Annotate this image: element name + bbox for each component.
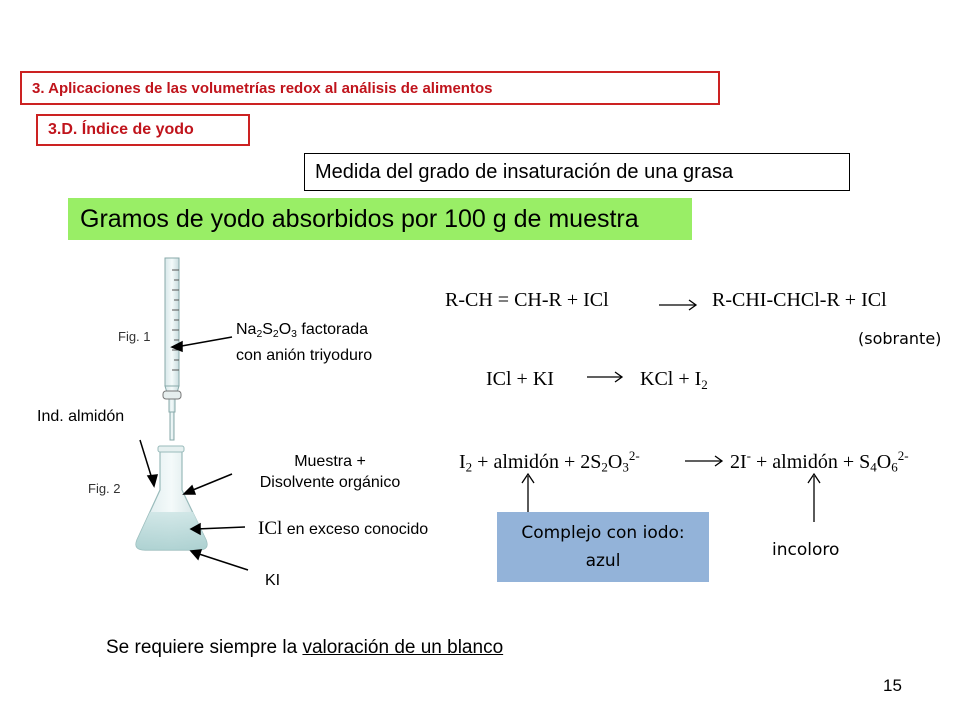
colorless-label: incoloro	[772, 540, 840, 560]
burette-label: $Na_2S_2O_3$ factorada con anión triyoduro	[236, 321, 373, 365]
highlight-box	[68, 198, 692, 240]
sample-label: Muestra + Disolvente orgánico	[259, 453, 401, 491]
complex-line1: Complejo con iodo:	[521, 523, 685, 543]
reaction1-right: R-CHI-CHCl-R + ICl	[712, 289, 887, 311]
excess-note: (sobrante)	[858, 329, 942, 348]
reaction2-right: KCl + $I_2$	[640, 368, 708, 392]
reaction1-arrow-icon	[657, 298, 701, 312]
titration-apparatus-illustration	[0, 250, 470, 610]
page-number: 15	[883, 676, 902, 695]
definition-box	[304, 153, 850, 191]
reaction2-left: ICl + KI	[486, 368, 554, 390]
fig1-label: Fig. 1	[118, 329, 151, 344]
definition-text: Medida del grado de insaturación de una grasa	[315, 160, 734, 183]
indicator-label: Ind. almidón	[37, 408, 125, 425]
reaction3-right: 2I- + almidón + $S_4O_6^{2-}$	[730, 448, 909, 475]
reaction3-arrow-icon	[683, 454, 727, 468]
blank-titration-note: Se requiere siempre la valoración de un blanco	[106, 637, 504, 658]
reaction1-left: R-CH = CH-R + ICl	[445, 289, 609, 311]
section-title: 3. Aplicaciones de las volumetrías redox al análisis de alimentos	[32, 79, 493, 97]
subsection-title: 3.D. Índice de yodo	[48, 121, 194, 138]
subsection-title-box	[36, 114, 250, 146]
highlight-text: Gramos de yodo absorbidos por 100 g de muestra	[80, 204, 639, 233]
complex-line2: azul	[585, 551, 621, 571]
blue-complex-box	[497, 512, 709, 582]
section-title-box	[20, 71, 720, 105]
fig2-label: Fig. 2	[88, 481, 121, 496]
reaction3-left: $I_2$ + almidón + $2S_2O_3^{2-}$	[459, 448, 640, 475]
ki-label: KI	[265, 572, 281, 589]
icl-excess-label: ICl en exceso conocido	[258, 518, 429, 539]
reaction2-arrow-icon	[585, 370, 627, 384]
colorless-up-arrow-icon	[804, 470, 824, 524]
